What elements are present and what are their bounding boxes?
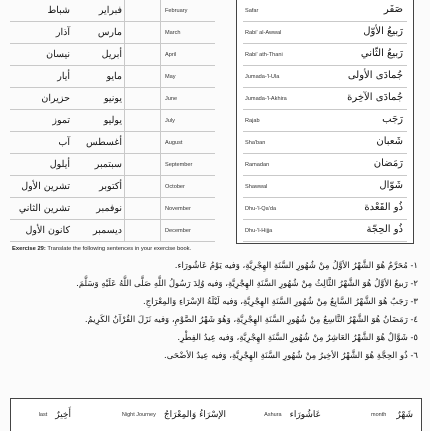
- arabic-month-name: مارس: [97, 27, 122, 38]
- sentence-1: ١- مُحَرَّمٌ هُوَ الشَّهْرُ الأوَّلُ مِنْ شُهُورِ السَّنَةِ الهِجْرِيَّةِ، وَفيه يَوْمُ عَاشُورَاء.: [174, 261, 418, 271]
- arabic-month-name: أبريل: [101, 49, 122, 60]
- syriac-month-name: نيسان: [46, 49, 70, 60]
- row-divider: [10, 21, 215, 22]
- row-divider: [10, 197, 215, 198]
- hijri-months-table: [236, 0, 414, 244]
- row-divider: [243, 87, 407, 88]
- arabic-month-name: رَمَضان: [373, 158, 403, 169]
- vocab-item-last: [39, 399, 71, 431]
- table-divider: [124, 0, 125, 242]
- arabic-month-name: جُمادَى الآخِرة: [347, 92, 403, 103]
- syriac-month-name: تشرين الثاني: [18, 203, 70, 214]
- row-divider: [243, 175, 407, 176]
- syriac-month-name: آب: [58, 137, 70, 148]
- vocab-arabic: الإسْرَاءُ وَالمِعْرَاجُ: [163, 410, 226, 420]
- vocab-english: Night Journey: [121, 412, 156, 418]
- english-month-name: October: [165, 184, 185, 190]
- syriac-month-name: تشرين الأول: [21, 181, 70, 192]
- arabic-month-name: أكتوبر: [99, 181, 122, 192]
- arabic-month-name: رَبيعُ الأوّل: [363, 26, 403, 37]
- syriac-month-name: أيار: [57, 71, 70, 82]
- arabic-month-name: نوفمبر: [96, 203, 122, 214]
- english-month-name: April: [165, 52, 177, 58]
- english-month-name: Jumada-'l-Ula: [245, 74, 280, 80]
- syriac-month-name: شباط: [47, 5, 70, 16]
- row-divider: [10, 65, 215, 66]
- row-divider: [10, 87, 215, 88]
- sentence-4: ٤- رَمَضَانُ هُوَ الشَّهْرُ التَّاسِعُ مِنْ شُهُورِ السَّنَةِ الهِجْرِيَّةِ، وَهُوَ شَهْرُ الصَّوْمِ، وَفيه نَزَلَ القُرْآنُ الكَرِيمُ.: [84, 315, 418, 325]
- english-month-name: August: [165, 140, 183, 146]
- english-month-name: December: [165, 228, 191, 234]
- row-divider: [10, 175, 215, 176]
- arabic-month-name: سبتمبر: [94, 159, 122, 170]
- english-month-name: November: [165, 206, 191, 212]
- row-divider: [243, 109, 407, 110]
- english-month-name: Rabi' al-Awwal: [245, 30, 282, 36]
- english-month-name: July: [165, 118, 175, 124]
- arabic-month-name: يونيو: [104, 93, 122, 104]
- english-month-name: Safar: [245, 8, 259, 14]
- arabic-month-name: أغسطس: [86, 137, 122, 148]
- row-divider: [243, 241, 407, 242]
- english-month-name: June: [165, 96, 178, 102]
- vocab-english: month: [371, 412, 387, 418]
- english-month-name: Jumada-'l-Akhira: [245, 96, 287, 102]
- row-divider: [10, 219, 215, 220]
- exercise-instruction: Translate the following sentences in your exercise book.: [47, 246, 192, 252]
- arabic-month-name: يوليو: [103, 115, 122, 126]
- row-divider: [243, 65, 407, 66]
- sentence-2: ٢- رَبيعٌ الأوَّلُ هُوَ الشَّهْرُ الثَّالِثُ مِنْ شُهُورِ السَّنَةِ الهِجْرِيَّةِ، وَفيه وُلِدَ رَسُولُ اللَّهِ صَلَّى اللَّهُ عَلَيْهِ وَسَلَّمَ.: [76, 279, 418, 289]
- english-month-name: Rajab: [245, 118, 260, 124]
- english-month-name: Dhu-'l-Hijja: [245, 228, 273, 234]
- syriac-month-name: أيلول: [49, 159, 70, 170]
- arabic-month-name: صَفَر: [383, 4, 403, 15]
- vocab-english: last: [38, 412, 48, 418]
- row-divider: [243, 43, 407, 44]
- english-month-name: Sha'ban: [245, 140, 266, 146]
- english-month-name: September: [165, 162, 193, 168]
- vocab-item-ashura: [264, 399, 321, 431]
- syriac-month-name: تموز: [52, 115, 70, 126]
- arabic-month-name: ذُو الحِجّة: [366, 224, 403, 235]
- arabic-month-name: شَوّال: [379, 180, 403, 191]
- arabic-month-name: رَجَب: [382, 114, 403, 125]
- row-divider: [243, 197, 407, 198]
- vocab-arabic: عَاشُورَاء: [289, 410, 321, 420]
- sentence-6: ٦- ذُو الحِجَّةِ هُوَ الشَّهْرُ الأخِيرُ مِنْ شُهُورِ السَّنَةِ الهِجْرِيَّةِ، وَفيه عِيدُ الأضْحَى.: [164, 351, 418, 361]
- vocab-arabic: أَخِيرٌ: [55, 410, 71, 420]
- row-divider: [10, 109, 215, 110]
- row-divider: [10, 131, 215, 132]
- syriac-month-name: آذار: [55, 27, 70, 38]
- syriac-month-name: كانون الأول: [25, 225, 70, 236]
- arabic-month-name: شَعبان: [376, 136, 403, 147]
- table-divider: [160, 0, 161, 242]
- arabic-month-name: ذُو القَعْدة: [364, 202, 403, 213]
- arabic-month-name: رَبيعُ الثّاني: [360, 48, 403, 59]
- sentence-3: ٣- رَجَبٌ هُوَ الشَّهْرُ السَّابِعُ مِنْ شُهُورِ السَّنَةِ الهِجْرِيَّةِ، وَفيه لَيْلَةُ الإسْرَاءِ وَالمِعْرَاجِ.: [142, 297, 418, 307]
- vocab-item-night-journey: [122, 399, 226, 431]
- arabic-month-name: جُمادَى الأولى: [347, 70, 403, 81]
- english-month-name: Rabi' ath-Thani: [245, 52, 283, 58]
- row-divider: [243, 131, 407, 132]
- sentence-5: ٥- شَوَّالٌ هُوَ الشَّهْرُ العَاشِرُ مِنْ شُهُورِ السَّنَةِ الهِجْرِيَّةِ، وَفيه عِيدُ الفِطْرِ.: [177, 333, 418, 343]
- vocab-english: Ashura: [264, 412, 282, 418]
- row-divider: [243, 219, 407, 220]
- vocab-item-month: [371, 399, 413, 431]
- english-month-name: Ramadan: [245, 162, 270, 168]
- english-month-name: Dhu-'l-Qa'da: [245, 206, 277, 212]
- row-divider: [243, 21, 407, 22]
- row-divider: [243, 153, 407, 154]
- arabic-month-name: فبراير: [98, 5, 122, 16]
- row-divider: [10, 153, 215, 154]
- row-divider: [10, 241, 215, 242]
- exercise-heading: [12, 246, 191, 252]
- english-month-name: Shawwal: [245, 184, 268, 190]
- vocabulary-box: [10, 398, 422, 431]
- row-divider: [10, 43, 215, 44]
- vocab-arabic: شَهْرٌ: [396, 410, 413, 420]
- syriac-month-name: حزيران: [41, 93, 70, 104]
- english-month-name: February: [165, 8, 188, 14]
- arabic-month-name: ديسمبر: [93, 225, 122, 236]
- english-month-name: May: [165, 74, 176, 80]
- exercise-label: Exercise 29:: [12, 246, 46, 252]
- english-month-name: March: [165, 30, 181, 36]
- arabic-month-name: مايو: [106, 71, 122, 82]
